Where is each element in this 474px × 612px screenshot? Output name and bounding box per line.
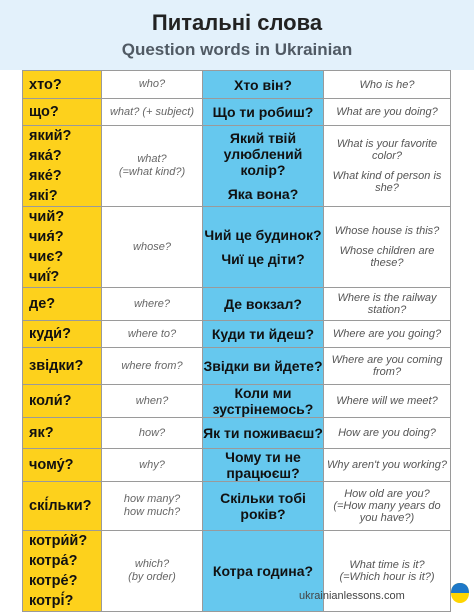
example-phrase: Скільки тобі років? [220,490,306,522]
example-phrase: Чиї це діти? [221,251,305,267]
meaning-cell [102,348,203,385]
question-word: коли́? [29,393,72,409]
question-word: що? [29,104,59,120]
meaning-text: how many? how much? [123,493,181,518]
question-word: який? [29,128,72,144]
meaning-text: why? [139,458,165,471]
meaning-text: how? [138,426,166,439]
example-phrase: Чий це будинок? [204,227,322,243]
question-word: чому́? [29,457,74,473]
table-row [23,418,451,449]
example-phrase: Куди ти йдеш? [211,326,315,342]
example-phrase-cell [203,321,324,348]
question-word: звідки? [29,358,84,374]
question-word: куди́? [29,326,71,342]
translation-text: Why aren't you working? [326,459,448,471]
example-phrase: Звідки ви йдете? [203,358,323,374]
question-word-cell [23,418,102,449]
table-row [23,348,451,385]
question-word: котрі́? [29,593,74,609]
question-word-cell [23,288,102,321]
table-row [23,99,451,126]
meaning-cell [102,482,203,531]
translation-cell [324,449,451,482]
meaning-cell [102,71,203,99]
meaning-text: where from? [121,359,183,372]
translation-text: How old are you? (=How many years do you have?) [333,488,441,524]
question-word: котра́? [29,553,78,569]
meaning-cell [102,385,203,418]
header [0,0,474,70]
meaning-text: where to? [127,327,177,340]
question-word: скі́льки? [29,498,92,514]
meaning-text: when? [135,394,169,407]
example-phrase: Як ти поживаєш? [203,425,323,441]
meaning-cell [102,207,203,288]
example-phrase-cell [203,348,324,385]
example-phrase-cell [203,418,324,449]
question-word-cell [23,99,102,126]
example-phrase-cell [203,449,324,482]
meaning-cell [102,99,203,126]
example-phrase: Чому ти не працюєш? [225,449,301,481]
translation-cell [324,288,451,321]
translation-cell [324,321,451,348]
question-word: які? [29,188,58,204]
translation-text: Whose house is this? [334,225,440,237]
question-word: чий? [29,209,65,225]
example-phrase-cell [203,126,324,207]
translation-text: Who is he? [359,78,415,91]
translation-cell [324,207,451,288]
question-word-cell [23,449,102,482]
translation-text: What are you doing? [336,106,438,118]
meaning-cell [102,418,203,449]
example-phrase-cell [203,71,324,99]
page-title: Питальні слова [151,10,323,35]
meaning-text: where? [133,297,171,310]
meaning-text: which? (by order) [128,558,176,583]
translation-cell [324,482,451,531]
example-phrase: Котра година? [212,563,314,579]
translation-text: Where are you coming from? [331,354,443,378]
question-word: чиї́? [29,269,60,285]
table-row [23,321,451,348]
meaning-text: what? (+ subject) [109,105,195,118]
question-word-cell [23,348,102,385]
example-phrase-cell [203,482,324,531]
example-phrase: Яка вона? [227,186,299,202]
question-word-cell [23,482,102,531]
question-word-cell [23,207,102,288]
question-word-cell [23,531,102,612]
translation-text: What kind of person is she? [332,170,442,194]
translation-cell [324,385,451,418]
translation-text: Where is the railway station? [337,292,437,316]
translation-text: How are you doing? [338,427,436,439]
meaning-cell [102,126,203,207]
meaning-cell [102,288,203,321]
meaning-text: whose? [133,240,171,253]
translation-text: Where will we meet? [336,395,438,407]
ukraine-flag-icon [450,582,470,604]
question-word-cell [23,126,102,207]
example-phrase-cell [203,99,324,126]
translation-cell [324,71,451,99]
footer-site: ukrainianlessons.com [299,590,405,602]
table-row [23,71,451,99]
question-word: яке́? [29,168,62,184]
question-words-table [22,70,451,612]
page-subtitle: Question words in Ukrainian [121,40,353,59]
translation-cell [324,418,451,449]
table-row [23,126,451,207]
meaning-text: what? (=what kind?) [118,153,186,178]
question-word: котри́й? [29,533,88,549]
translation-text: What is your favorite color? [336,138,438,162]
translation-text: What time is it? (=Which hour is it?) [339,559,435,583]
table-row [23,385,451,418]
question-word-cell [23,385,102,418]
translation-cell [324,348,451,385]
example-phrase-cell [203,207,324,288]
translation-cell [324,126,451,207]
question-word: котре́? [29,573,78,589]
example-phrase: Коли ми зустрінемось? [212,385,314,417]
example-phrase: Що ти робиш? [212,104,314,120]
example-phrase: Який твій улюблений колір? [223,130,303,178]
table-row [23,482,451,531]
example-phrase-cell [203,385,324,418]
meaning-text: who? [138,78,166,90]
question-word: як? [29,425,54,441]
example-phrase: Де вокзал? [224,296,302,312]
question-word: яка́? [29,148,62,164]
meaning-cell [102,321,203,348]
table-row [23,449,451,482]
meaning-cell [102,531,203,612]
example-phrase: Хто він? [234,76,292,93]
translation-text: Where are you going? [332,328,442,340]
translation-text: Whose children are these? [339,245,435,269]
question-word-cell [23,321,102,348]
question-word-cell [23,71,102,99]
table-row [23,288,451,321]
question-word: чия́? [29,229,64,245]
table-row [23,207,451,288]
example-phrase-cell [203,288,324,321]
meaning-cell [102,449,203,482]
question-word: чиє? [29,249,64,265]
translation-cell [324,99,451,126]
question-word: де? [29,296,56,312]
question-word: хто? [29,76,62,93]
